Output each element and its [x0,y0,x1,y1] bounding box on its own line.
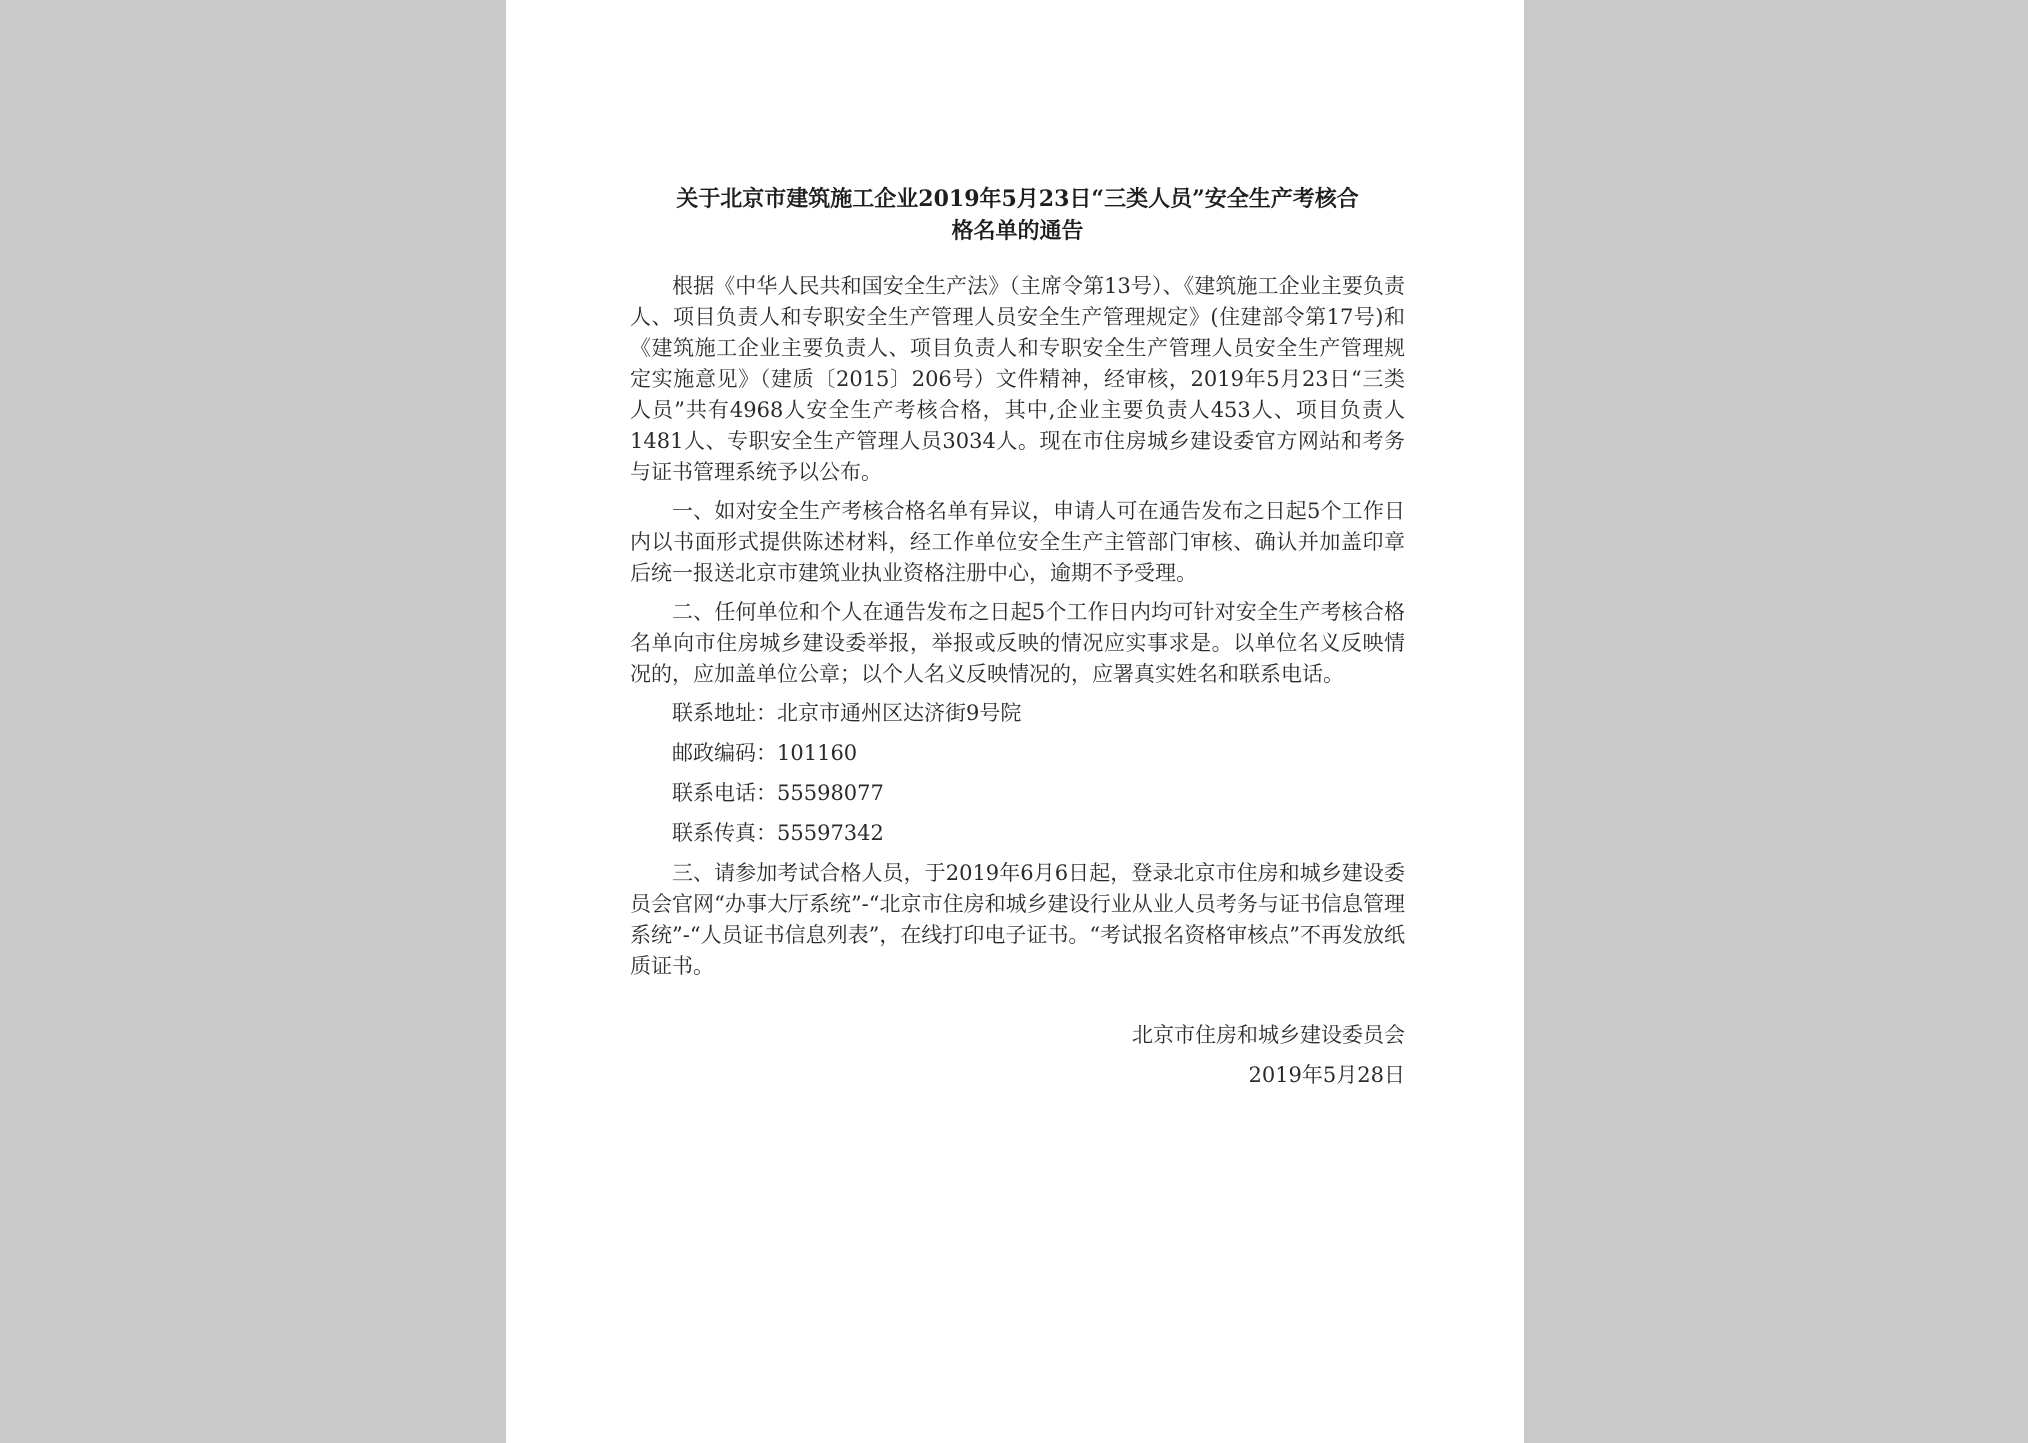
paragraph-certificate: 三、请参加考试合格人员，于2019年6月6日起，登录北京市住房和城乡建设委员会官网“办事大厅系统”-“北京市住房和城乡建设行业从业人员考务与证书信息管理系统”-“人员证书信息列表”，在线打印电子证书。“考试报名资格审核点”不再发放纸质证书。 [630,861,1405,978]
paragraph-objection: 一、如对安全生产考核合格名单有异议，申请人可在通告发布之日起5个工作日内以书面形式提供陈述材料，经工作单位安全生产主管部门审核、确认并加盖印章后统一报送北京市建筑业执业资格注册中心，逾期不予受理。 [630,499,1405,585]
contact-postcode: 邮政编码：101160 [672,741,858,765]
title-line-1: 关于北京市建筑施工企业2019年5月23日“三类人员”安全生产考核合 [676,186,1359,212]
paragraph-report: 二、任何单位和个人在通告发布之日起5个工作日内均可针对安全生产考核合格名单向市住房城乡建设委举报，举报或反映的情况应实事求是。以单位名义反映情况的，应加盖单位公章；以个人名义反映情况的，应署真实姓名和联系电话。 [630,600,1405,686]
signature-organization: 北京市住房和城乡建设委员会 [1132,1023,1405,1047]
contact-address: 联系地址：北京市通州区达济街9号院 [672,701,1022,725]
document-title [630,183,1405,247]
contact-fax: 联系传真：55597342 [672,821,884,845]
title-line-2: 格名单的通告 [951,218,1084,244]
page-content [630,183,1405,1091]
document-page [506,0,1524,1443]
contact-phone: 联系电话：55598077 [672,781,884,805]
paragraph-basis: 根据《中华人民共和国安全生产法》（主席令第13号）、《建筑施工企业主要负责人、项目负责人和专职安全生产管理人员安全生产管理规定》(住建部令第17号)和《建筑施工企业主要负责人、项目负责人和专职安全生产管理人员安全生产管理规定实施意见》（建质〔2015〕206号）文件精神，经审核，2019年5月23日“三类人员”共有4968人安全生产考核合格，其中,企业主要负责人453人、项目负责人1481人、专职安全生产管理人员3034人。现在市住房城乡建设委官方网站和考务与证书管理系统予以公布。 [630,274,1405,484]
signature-date: 2019年5月28日 [1248,1063,1405,1087]
